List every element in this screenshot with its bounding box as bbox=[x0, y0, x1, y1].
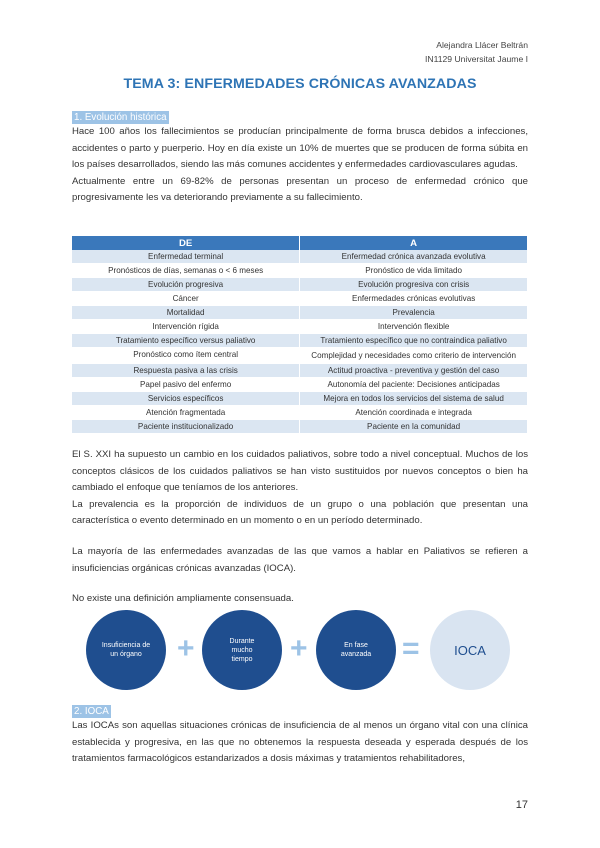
comparison-table bbox=[72, 236, 528, 434]
table-cell: Intervención flexible bbox=[300, 320, 528, 334]
paragraph: La prevalencia es la proporción de individuos de un grupo o una población que presentan una característica o evento determinado en un momento o en un período determinado. bbox=[72, 498, 528, 527]
table-cell: Complejidad y necesidades como criterio de intervención bbox=[300, 348, 528, 364]
paragraph: El S. XXI ha supuesto un cambio en los cuidados paliativos, sobre todo a nivel conceptual. Muchos de los conceptos clásicos de los cuidados paliativos se han visto sustituidos por nuevos conceptos o bien ha cambiado el enfoque que teníamos de los anteriores. bbox=[72, 449, 528, 494]
paragraph: Las IOCAs son aquellas situaciones crónicas de insuficiencia de al menos un órgano vital con una clínica establecida y progresiva, en las que no obtenemos la respuesta deseada y esperada después de los tratamientos farmacológicos estandarizados a dosis máximas y tratamientos rehabilitadores, bbox=[72, 720, 528, 765]
circle-label: IOCA bbox=[454, 642, 486, 658]
circle-ioca bbox=[430, 610, 510, 690]
table-row bbox=[72, 264, 528, 278]
paragraph: No existe una definición ampliamente consensuada. bbox=[72, 593, 294, 604]
section1-text bbox=[72, 124, 528, 207]
table-row bbox=[72, 320, 528, 334]
table-cell: Enfermedad crónica avanzada evolutiva bbox=[300, 250, 528, 264]
table-cell: Pronóstico como ítem central bbox=[72, 348, 300, 364]
equals-icon: = bbox=[402, 632, 420, 665]
plus-icon: + bbox=[290, 632, 308, 665]
section2-text bbox=[72, 718, 528, 768]
table-cell: Papel pasivo del enfermo bbox=[72, 378, 300, 392]
circle-label: Insuficiencia de un órgano bbox=[101, 642, 151, 658]
table-row bbox=[72, 278, 528, 292]
table-cell: Cáncer bbox=[72, 292, 300, 306]
table-cell: Autonomía del paciente: Decisiones anticipadas bbox=[300, 378, 528, 392]
page-number: 17 bbox=[515, 799, 528, 811]
column-header-a: A bbox=[300, 236, 528, 250]
table-cell: Pronósticos de días, semanas o < 6 meses bbox=[72, 264, 300, 278]
section-heading-ioca: 2. IOCA bbox=[74, 706, 109, 717]
table-row bbox=[72, 348, 528, 364]
table-row bbox=[72, 292, 528, 306]
paragraph: Hace 100 años los fallecimientos se producían principalmente de forma brusca debidos a infecciones, accidentes o parto y puerperio. Hoy en día existe un 10% de muertes que se producen de forma súbita en los países desarrollados, siendo las más comunes accidentes y enfermedades cardiovasculares agudas. bbox=[72, 126, 528, 171]
table-row bbox=[72, 306, 528, 320]
author-name: Alejandra Llácer Beltrán bbox=[436, 40, 528, 50]
table-cell: Enfermedad terminal bbox=[72, 250, 300, 264]
paragraph: Actualmente entre un 69-82% de personas presentan un proceso de enfermedad crónico que progresivamente les va deteriorando previamente a su fallecimiento. bbox=[72, 175, 528, 204]
body-text-ioca-intro bbox=[72, 544, 528, 577]
circle-fase-avanzada bbox=[316, 610, 396, 690]
circle-label: En fase avanzada bbox=[340, 642, 372, 658]
table-row bbox=[72, 364, 528, 378]
table-cell: Mejora en todos los servicios del sistema de salud bbox=[300, 392, 528, 406]
table-cell: Tratamiento específico versus paliativo bbox=[72, 334, 300, 348]
table-cell: Evolución progresiva bbox=[72, 278, 300, 292]
table-cell: Tratamiento específico que no contraindica paliativo bbox=[300, 334, 528, 348]
table-cell: Atención fragmentada bbox=[72, 406, 300, 420]
table-cell: Intervención rígida bbox=[72, 320, 300, 334]
section-heading-evolucion: 1. Evolución histórica bbox=[74, 112, 167, 123]
table-cell: Servicios específicos bbox=[72, 392, 300, 406]
table-cell: Prevalencia bbox=[300, 306, 528, 320]
circle-label: Durante mucho tiempo bbox=[229, 637, 255, 663]
ioca-equation-diagram bbox=[86, 610, 516, 690]
circle-tiempo bbox=[202, 610, 282, 690]
table-cell: Pronóstico de vida limitado bbox=[300, 264, 528, 278]
circle-insuficiencia bbox=[86, 610, 166, 690]
table-row bbox=[72, 406, 528, 420]
body-text-cambio bbox=[72, 447, 528, 530]
table-cell: Respuesta pasiva a las crisis bbox=[72, 364, 300, 378]
table-cell: Mortalidad bbox=[72, 306, 300, 320]
table-cell: Atención coordinada e integrada bbox=[300, 406, 528, 420]
table-row bbox=[72, 420, 528, 434]
table-cell: Paciente en la comunidad bbox=[300, 420, 528, 434]
table-cell: Paciente institucionalizado bbox=[72, 420, 300, 434]
table-row bbox=[72, 334, 528, 348]
table-cell: Actitud proactiva - preventiva y gestión del caso bbox=[300, 364, 528, 378]
column-header-de: DE bbox=[72, 236, 300, 250]
table-row bbox=[72, 250, 528, 264]
table-cell: Evolución progresiva con crisis bbox=[300, 278, 528, 292]
body-text-definicion bbox=[72, 591, 528, 608]
table-header-row bbox=[72, 236, 528, 250]
paragraph: La mayoría de las enfermedades avanzadas de las que vamos a hablar en Paliativos se refieren a insuficiencias orgánicas crónicas avanzadas (IOCA). bbox=[72, 546, 528, 574]
table-row bbox=[72, 378, 528, 392]
document-title: TEMA 3: ENFERMEDADES CRÓNICAS AVANZADAS bbox=[123, 76, 477, 92]
table-cell: Enfermedades crónicas evolutivas bbox=[300, 292, 528, 306]
table-row bbox=[72, 392, 528, 406]
page-header bbox=[425, 38, 528, 66]
institution-name: IN1129 Universitat Jaume I bbox=[424, 54, 528, 64]
plus-icon: + bbox=[177, 632, 195, 665]
